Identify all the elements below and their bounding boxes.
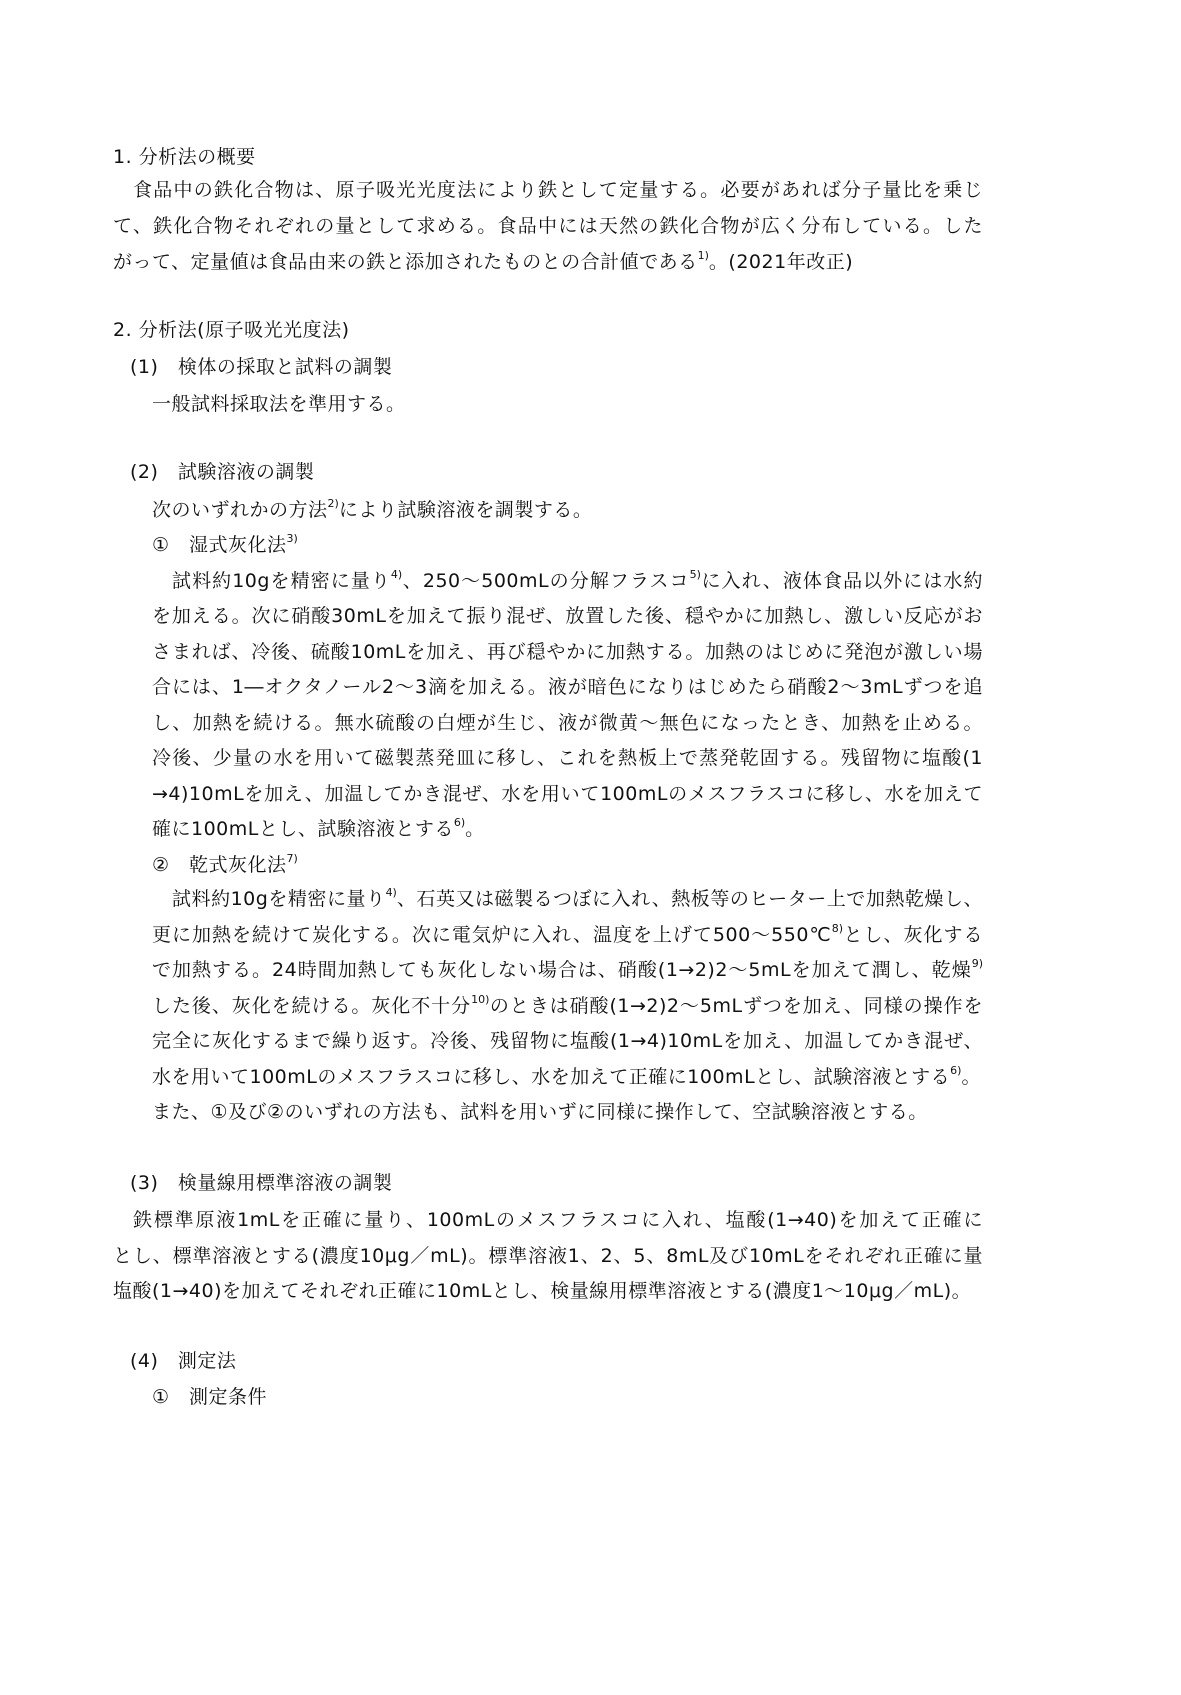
text-segment: ① 湿式灰化法 bbox=[152, 534, 287, 556]
text-segment: また、①及び②のいずれの方法も、試料を用いずに同様に操作して、空試験溶液とする。 bbox=[152, 1101, 928, 1123]
footnote-reference: 2) bbox=[327, 497, 339, 510]
text-segment: (1) 検体の採取と試料の調製 bbox=[130, 356, 393, 378]
paragraph-line bbox=[172, 568, 983, 594]
paragraph-line bbox=[133, 1207, 983, 1233]
paragraph-line bbox=[113, 1278, 971, 1304]
paragraph-line bbox=[152, 391, 406, 417]
text-segment: 水を用いて100mLのメスフラスコに移し、水を加えて正確に100mLとし、試験溶液とする bbox=[152, 1066, 951, 1088]
footnote-reference: 4) bbox=[390, 567, 403, 581]
footnote-reference: 9) bbox=[971, 957, 983, 971]
paragraph-line bbox=[152, 922, 983, 948]
footnote-reference: 6) bbox=[950, 1064, 962, 1077]
text-segment: で加熱する。24時間加熱しても灰化しない場合は、硝酸(1→2)2～5mLを加えて潤し、乾燥 bbox=[152, 959, 972, 982]
footnote-reference: 6) bbox=[453, 816, 466, 829]
paragraph-line bbox=[152, 710, 983, 736]
text-segment: (2) 試験溶液の調製 bbox=[130, 461, 315, 483]
paragraph-line bbox=[152, 1064, 981, 1090]
text-segment: のときは硝酸(1→2)2～5mLずつを加え、同様の操作を bbox=[489, 994, 983, 1017]
text-segment: 。(2021年改正) bbox=[708, 251, 854, 273]
text-segment: 更に加熱を続けて炭化する。次に電気炉に入れ、温度を上げて500～550℃ bbox=[152, 923, 832, 946]
text-segment: とし、灰化する bbox=[843, 923, 983, 946]
text-segment: →4)10mLを加え、加温してかき混ぜ、水を用いて100mLのメスフラスコに移し、水を加えて bbox=[152, 782, 983, 805]
section-heading-line bbox=[113, 317, 350, 343]
text-segment: 、250～500mLの分解フラスコ bbox=[402, 569, 690, 592]
subsection-heading-line bbox=[130, 354, 392, 380]
text-segment: 次のいずれかの方法 bbox=[152, 499, 328, 521]
paragraph-line bbox=[152, 497, 592, 523]
text-segment: 塩酸(1→40)を加えてそれぞれ正確に10mLとし、検量線用標準溶液とする(濃度1～10μg／mL)。 bbox=[113, 1280, 972, 1302]
footnote-reference: 10) bbox=[471, 992, 490, 1006]
paragraph-line bbox=[172, 886, 983, 912]
footnote-reference: 1) bbox=[697, 249, 709, 262]
footnote-reference: 8) bbox=[831, 921, 844, 935]
section-heading-line bbox=[113, 144, 256, 170]
paragraph-line bbox=[152, 781, 983, 807]
paragraph-line bbox=[113, 213, 983, 239]
text-segment: さまれば、冷後、硫酸10mLを加え、再び穏やかに加熱する。加熱のはじめに発泡が激しい場 bbox=[152, 640, 983, 663]
text-segment: 試料約10gを精密に量り bbox=[172, 888, 386, 910]
text-segment: ① 測定条件 bbox=[152, 1386, 268, 1408]
paragraph-line bbox=[152, 1028, 983, 1054]
text-segment: 試料約10gを精密に量り bbox=[172, 569, 391, 592]
paragraph-line bbox=[152, 639, 983, 665]
text-segment: し、加熱を続ける。無水硫酸の白煙が生じ、液が微黄～無色になったとき、加熱を止める。 bbox=[152, 711, 983, 734]
text-segment: 鉄標準原液1mLを正確に量り、100mLのメスフラスコに入れ、塩酸(1→40)を加えて正確に bbox=[133, 1209, 983, 1231]
paragraph-line bbox=[113, 1243, 983, 1269]
text-segment: した後、灰化を続ける。灰化不十分 bbox=[152, 994, 472, 1017]
text-segment: 一般試料採取法を準用する。 bbox=[152, 393, 406, 415]
text-segment: 。 bbox=[961, 1066, 981, 1088]
text-segment: 1. 分析法の概要 bbox=[113, 146, 256, 168]
footnote-reference: 7) bbox=[286, 851, 298, 865]
paragraph-line bbox=[152, 816, 485, 842]
text-segment: 。 bbox=[465, 818, 485, 840]
footnote-reference: 5) bbox=[689, 567, 701, 581]
text-segment: 合には、1―オクタノール2～3滴を加える。液が暗色になりはじめたら硝酸2～3mLずつを追 bbox=[152, 676, 983, 698]
text-segment: がって、定量値は食品由来の鉄と添加されたものとの合計値である bbox=[113, 251, 698, 273]
text-segment: を加える。次に硝酸30mLを加えて振り混ぜ、放置した後、穏やかに加熱し、激しい反応がお bbox=[152, 605, 983, 627]
text-segment: 、石英又は磁製るつぼに入れ、熱板等のヒーター上で加熱乾燥し、 bbox=[396, 888, 983, 910]
paragraph-line bbox=[113, 249, 853, 275]
paragraph-line bbox=[152, 1099, 928, 1125]
text-segment: 2. 分析法(原子吸光光度法) bbox=[113, 319, 350, 341]
text-segment: (4) 測定法 bbox=[130, 1350, 237, 1372]
text-segment: に入れ、液体食品以外には水約 bbox=[700, 569, 983, 592]
text-segment: 冷後、少量の水を用いて磁製蒸発皿に移し、これを熱板上で蒸発乾固する。残留物に塩酸(1 bbox=[152, 747, 983, 769]
text-segment: 確に100mLとし、試験溶液とする bbox=[152, 818, 454, 840]
paragraph-line bbox=[152, 957, 983, 983]
subsection-heading-line bbox=[130, 459, 314, 485]
text-segment: 食品中の鉄化合物は、原子吸光光度法により鉄として定量する。必要があれば分子量比を乗じ bbox=[133, 179, 983, 201]
paragraph-line bbox=[152, 603, 983, 629]
paragraph-line bbox=[133, 177, 983, 203]
paragraph-line bbox=[152, 745, 983, 771]
paragraph-line bbox=[152, 674, 983, 700]
method-heading-line bbox=[152, 532, 298, 558]
subsection-heading-line bbox=[130, 1348, 236, 1374]
text-segment: ② 乾式灰化法 bbox=[152, 853, 287, 876]
footnote-reference: 3) bbox=[286, 532, 298, 545]
text-segment: とし、標準溶液とする(濃度10μg／mL)。標準溶液1、2、5、8mL及び10mLをそれぞれ正確に量 bbox=[113, 1244, 983, 1267]
paragraph-line bbox=[152, 993, 983, 1019]
text-segment: 完全に灰化するまで繰り返す。冷後、残留物に塩酸(1→4)10mLを加え、加温してかき混ぜ、 bbox=[152, 1030, 983, 1053]
method-heading-line bbox=[152, 1384, 267, 1410]
text-segment: て、鉄化合物それぞれの量として求める。食品中には天然の鉄化合物が広く分布している。した bbox=[113, 215, 983, 237]
text-segment: により試験溶液を調製する。 bbox=[338, 499, 593, 521]
subsection-heading-line bbox=[130, 1170, 392, 1196]
text-segment: (3) 検量線用標準溶液の調製 bbox=[130, 1172, 393, 1194]
footnote-reference: 4) bbox=[385, 886, 397, 899]
method-heading-line bbox=[152, 852, 298, 878]
